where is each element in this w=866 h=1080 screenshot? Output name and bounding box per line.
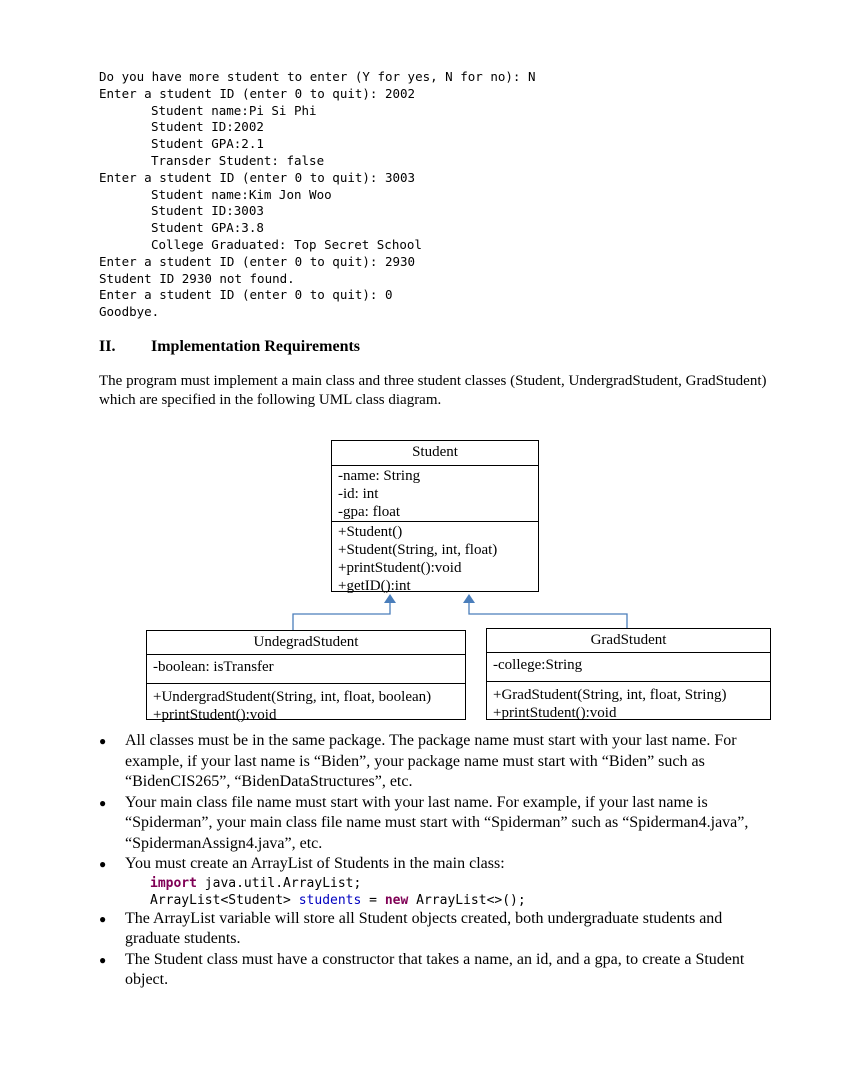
console-line: Transder Student: false	[151, 152, 325, 168]
bullet-icon: ●	[99, 952, 107, 967]
list-item-text: You must create an ArrayList of Students in the main class:	[125, 855, 505, 872]
inheritance-line-undergrad	[293, 603, 390, 630]
inheritance-arrowhead-icon	[384, 594, 396, 603]
list-item	[99, 909, 779, 950]
console-line: College Graduated: Top Secret School	[151, 236, 422, 252]
requirements-list	[99, 731, 779, 991]
console-line: Student GPA:2.1	[151, 136, 264, 152]
code-text: ArrayList<Student>	[150, 892, 299, 908]
code-variable: students	[298, 892, 362, 908]
inheritance-arrowhead-icon	[463, 594, 475, 603]
code-text: =	[361, 892, 385, 908]
code-snippet	[125, 875, 779, 909]
list-item-text: Your main class file name must start with your last name. For example, if your last name is “Spiderman”, your main class file name must start with “Spiderman” such as “Spiderman4.java”, “SpidermanAssign4.java”, etc.	[125, 793, 749, 852]
code-keyword: import	[150, 875, 197, 891]
uml-operation: +UndergradStudent(String, int, float, boolean)	[153, 689, 432, 705]
uml-attributes	[332, 466, 538, 521]
uml-attributes	[147, 655, 465, 683]
code-text: java.util.ArrayList;	[196, 875, 362, 891]
console-output	[99, 69, 536, 321]
uml-operation: +printStudent():void	[153, 707, 277, 723]
bullet-icon: ●	[99, 795, 107, 810]
uml-class-student	[331, 440, 539, 592]
uml-operations	[147, 683, 465, 725]
list-item	[99, 950, 779, 991]
uml-class-grad-student	[486, 628, 771, 720]
section-heading	[99, 338, 360, 356]
uml-operation: +getID():int	[338, 578, 411, 594]
intro-paragraph: The program must implement a main class and three student classes (Student, UndergradStudent, GradStudent) which are specified in the following UML class diagram.	[99, 373, 767, 408]
list-item-text: The ArrayList variable will store all Student objects created, both undergraduate students and graduate students.	[125, 909, 723, 947]
console-line: Student ID 2930 not found.	[99, 270, 295, 286]
bullet-icon: ●	[99, 857, 107, 871]
uml-class-name: UndegradStudent	[147, 631, 465, 655]
uml-operation: +Student()	[338, 524, 403, 540]
console-line: Student name:Pi Si Phi	[151, 102, 317, 118]
uml-attribute: -boolean: isTransfer	[153, 659, 274, 675]
code-keyword: new	[384, 892, 409, 908]
list-item	[99, 854, 779, 909]
console-line: Enter a student ID (enter 0 to quit): 0	[99, 287, 393, 303]
bullet-icon: ●	[99, 734, 107, 748]
list-item	[99, 731, 779, 793]
uml-class-name: Student	[332, 441, 538, 466]
code-text: ArrayList<>();	[408, 892, 526, 908]
console-line: Enter a student ID (enter 0 to quit): 2002	[99, 85, 416, 101]
uml-operations	[332, 521, 538, 595]
list-item-text: All classes must be in the same package. The package name must start with your last name. For example, if your last name is “Biden”, your package name must start with “Biden” such as “BidenCIS265”, “BidenDataStructures”, etc.	[125, 732, 737, 790]
inheritance-line-grad	[469, 603, 627, 628]
console-line: Student ID:2002	[151, 119, 264, 135]
uml-attribute: -id: int	[338, 486, 379, 502]
console-line: Enter a student ID (enter 0 to quit): 2930	[99, 253, 416, 269]
uml-operation: +printStudent():void	[338, 560, 462, 576]
console-line: Student GPA:3.8	[151, 220, 264, 236]
uml-operation: +printStudent():void	[493, 705, 617, 721]
uml-operation: +Student(String, int, float)	[338, 542, 498, 558]
console-line: Do you have more student to enter (Y for yes, N for no): N	[99, 69, 536, 84]
console-line: Goodbye.	[99, 304, 160, 320]
uml-attribute: -gpa: float	[338, 504, 401, 520]
bullet-icon: ●	[99, 911, 107, 926]
uml-operation: +GradStudent(String, int, float, String)	[493, 687, 727, 703]
list-item-text: The Student class must have a constructor that takes a name, an id, and a gpa, to create a Student object.	[125, 950, 745, 988]
uml-attribute: -college:String	[493, 657, 583, 673]
uml-attributes	[487, 653, 770, 681]
list-item	[99, 793, 779, 855]
console-line: Student name:Kim Jon Woo	[151, 186, 332, 202]
uml-operations	[487, 681, 770, 723]
uml-class-undergrad-student	[146, 630, 466, 723]
console-line: Enter a student ID (enter 0 to quit): 3003	[99, 169, 416, 185]
section-number: II.	[99, 338, 116, 355]
section-title: Implementation Requirements	[151, 338, 361, 355]
uml-arrows	[293, 594, 627, 630]
uml-class-name: GradStudent	[487, 629, 770, 653]
uml-attribute: -name: String	[338, 468, 421, 484]
console-line: Student ID:3003	[151, 203, 264, 219]
